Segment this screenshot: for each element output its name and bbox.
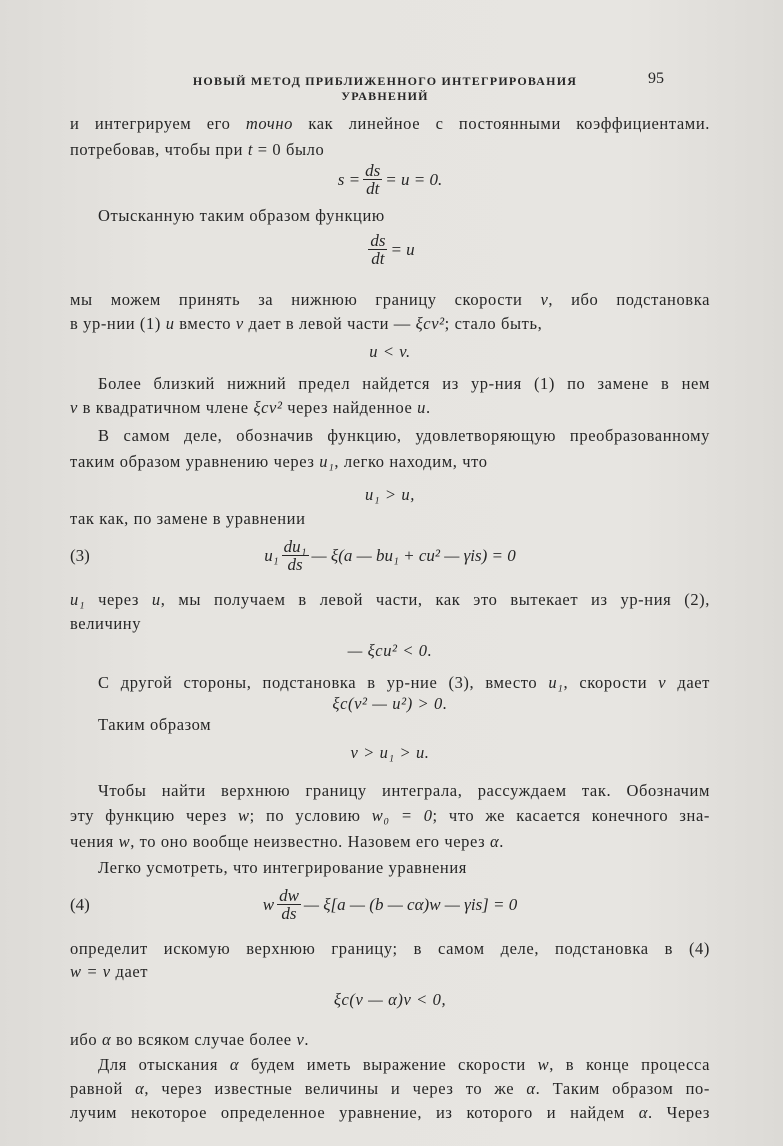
text-line <box>70 858 710 878</box>
eq-lhs: w <box>262 894 275 914</box>
text-line <box>70 1103 710 1123</box>
inline-equation <box>70 485 710 505</box>
text-segment: , в конце процесса <box>549 1055 710 1074</box>
text-segment: как линейное с постоянными коэффициентами. <box>292 114 710 133</box>
text-line <box>70 806 710 826</box>
equation-number: (4) <box>70 894 90 914</box>
math-symbol: точно <box>245 114 293 133</box>
equation-3 <box>70 538 710 573</box>
running-header: НОВЫЙ МЕТОД ПРИБЛИЖЕННОГО ИНТЕГРИРОВАНИЯ УРАВНЕНИЙ <box>192 74 578 103</box>
math-symbol: α <box>102 1030 112 1049</box>
math-symbol: v <box>235 314 244 333</box>
text-line <box>70 673 710 693</box>
text-segment: , легко находим, что <box>334 452 488 471</box>
denominator: ds <box>281 904 297 923</box>
text-segment: чения <box>70 832 119 851</box>
math-symbol: u₁ <box>319 452 335 471</box>
math-symbol: ξc(v² — u²) > 0. <box>332 694 448 713</box>
math-symbol: u₁ > u, <box>365 485 415 504</box>
text-segment: величину <box>70 614 142 633</box>
numerator: du₁ <box>283 537 307 556</box>
text-line <box>70 781 710 801</box>
text-segment: в ур-нии (1) <box>70 314 166 333</box>
text-segment: Отысканную таким образом функцию <box>98 206 385 225</box>
denominator: dt <box>366 179 380 198</box>
text-line <box>70 939 710 959</box>
text-segment: во всяком случае более <box>111 1030 297 1049</box>
text-segment: . <box>426 398 431 417</box>
text-segment: , мы получаем в левой части, как это вытекает из ур-ния (2), <box>160 590 710 609</box>
text-segment: вместо <box>174 314 236 333</box>
text-line <box>70 140 710 160</box>
text-line <box>70 206 710 226</box>
eq-rhs: — ξ(a — bu₁ + cu² — γis) = 0 <box>311 545 516 565</box>
equation-number: (3) <box>70 545 90 565</box>
text-line <box>70 715 710 735</box>
text-line <box>70 398 710 418</box>
text-segment: и интегрируем его <box>70 114 246 133</box>
eq-rhs: = u <box>390 239 415 259</box>
math-symbol: u₁ <box>70 590 86 609</box>
text-segment: будем иметь выражение скорости <box>239 1055 538 1074</box>
text-segment: Чтобы найти верхнюю границу интеграла, рассуждаем так. Обозначим <box>98 781 710 800</box>
inline-equation <box>70 743 710 763</box>
text-segment: мы можем принять за нижнюю границу скорости <box>70 290 541 309</box>
text-segment: эту функцию через <box>70 806 239 825</box>
denominator: dt <box>371 249 385 268</box>
math-symbol: w <box>118 832 131 851</box>
text-segment: таким образом уравнению через <box>70 452 320 471</box>
math-symbol: α <box>526 1079 536 1098</box>
text-segment: , через известные величины и через то же <box>144 1079 527 1098</box>
text-segment: . Через <box>648 1103 710 1122</box>
math-symbol: w = v <box>70 962 111 981</box>
math-symbol: u < v. <box>369 342 411 361</box>
inline-equation <box>70 694 710 714</box>
text-segment: ибо <box>70 1030 103 1049</box>
inline-equation <box>70 641 710 661</box>
numerator: ds <box>365 161 381 180</box>
text-segment: ; по условию <box>249 806 372 825</box>
eq-lhs: s = <box>337 169 361 189</box>
math-symbol: v <box>70 398 78 417</box>
equation-2 <box>70 232 710 267</box>
text-segment: С другой стороны, подстановка в ур-ние (3), вместо <box>98 673 549 692</box>
text-segment: так как, по замене в уравнении <box>70 509 306 528</box>
text-segment: В самом деле, обозначив функцию, удовлетворяющую преобразованному <box>98 426 710 445</box>
text-line <box>70 1030 710 1050</box>
text-line <box>70 114 710 134</box>
math-symbol: u <box>151 590 161 609</box>
math-symbol: v <box>658 673 667 692</box>
math-symbol: w₀ = 0 <box>371 806 433 825</box>
math-symbol: w <box>238 806 250 825</box>
denominator: ds <box>287 555 303 574</box>
fraction <box>282 538 309 573</box>
text-segment: Таким образом <box>98 715 212 734</box>
fraction <box>363 162 382 197</box>
eq-rhs: = u = 0. <box>385 169 443 189</box>
math-symbol: w <box>537 1055 550 1074</box>
fraction <box>277 887 301 922</box>
text-line <box>70 374 710 394</box>
text-segment: ; стало быть, <box>444 314 543 333</box>
text-line <box>70 290 710 310</box>
text-segment: через найденное <box>282 398 418 417</box>
text-segment: . Таким образом по- <box>535 1079 710 1098</box>
math-symbol: v > u₁ > u. <box>350 743 430 762</box>
text-segment: через <box>85 590 152 609</box>
numerator: dw <box>279 886 299 905</box>
math-symbol: ξcv² <box>415 314 445 333</box>
math-symbol: t <box>247 140 254 159</box>
math-symbol: ξc(v — α)v < 0, <box>333 990 447 1009</box>
text-line <box>70 452 710 472</box>
text-line <box>70 614 710 634</box>
text-segment: дает <box>110 962 149 981</box>
text-segment: в квадратичном члене <box>77 398 254 417</box>
text-line <box>70 1055 710 1075</box>
inline-equation <box>70 990 710 1010</box>
math-symbol: u <box>165 314 175 333</box>
text-line <box>70 426 710 446</box>
math-symbol: α <box>638 1103 648 1122</box>
equation-4 <box>70 887 710 922</box>
math-symbol: u <box>417 398 427 417</box>
fraction <box>368 232 387 267</box>
math-symbol: α <box>490 832 500 851</box>
eq-rhs: — ξ[a — (b — cα)w — γis] = 0 <box>303 894 518 914</box>
math-symbol: α <box>229 1055 240 1074</box>
text-segment: . <box>304 1030 310 1049</box>
text-line <box>70 962 710 982</box>
math-symbol: ξcv² <box>253 398 283 417</box>
inline-equation <box>70 342 710 362</box>
math-symbol: α <box>135 1079 145 1098</box>
text-segment: , скорости <box>563 673 659 692</box>
math-symbol: v <box>540 290 549 309</box>
text-segment: , то оно вообще неизвестно. Назовем его через <box>130 832 491 851</box>
text-segment: Более близкий нижний предел найдется из ур-ния (1) по замене в нем <box>98 374 710 393</box>
text-segment: дает в левой части — <box>243 314 416 333</box>
text-segment: Для отыскания <box>98 1055 230 1074</box>
math-symbol: v <box>296 1030 305 1049</box>
math-symbol: — ξcu² < 0. <box>347 641 433 660</box>
text-line <box>70 1079 710 1099</box>
text-segment: определит искомую верхнюю границу; в самом деле, подстановка в (4) <box>70 939 710 958</box>
text-segment: Легко усмотреть, что интегрирование уравнения <box>98 858 467 877</box>
text-segment: дает <box>666 673 710 692</box>
text-segment: ; что же касается конечного зна- <box>432 806 710 825</box>
equation-1 <box>70 162 710 197</box>
text-line <box>70 590 710 610</box>
numerator: ds <box>370 231 386 250</box>
text-line <box>70 314 710 334</box>
math-symbol: u₁ <box>548 673 564 692</box>
text-line <box>70 509 710 529</box>
page-number: 95 <box>648 70 664 87</box>
text-segment: = 0 было <box>253 140 325 159</box>
text-segment: лучим некоторое определенное уравнение, из которого и найдем <box>70 1103 639 1122</box>
text-segment: равной <box>70 1079 136 1098</box>
text-segment: потребовав, чтобы при <box>70 140 248 159</box>
text-line <box>70 832 710 852</box>
text-segment: . <box>499 832 505 851</box>
text-segment: , ибо подстановка <box>548 290 710 309</box>
eq-lhs: u₁ <box>264 545 279 565</box>
